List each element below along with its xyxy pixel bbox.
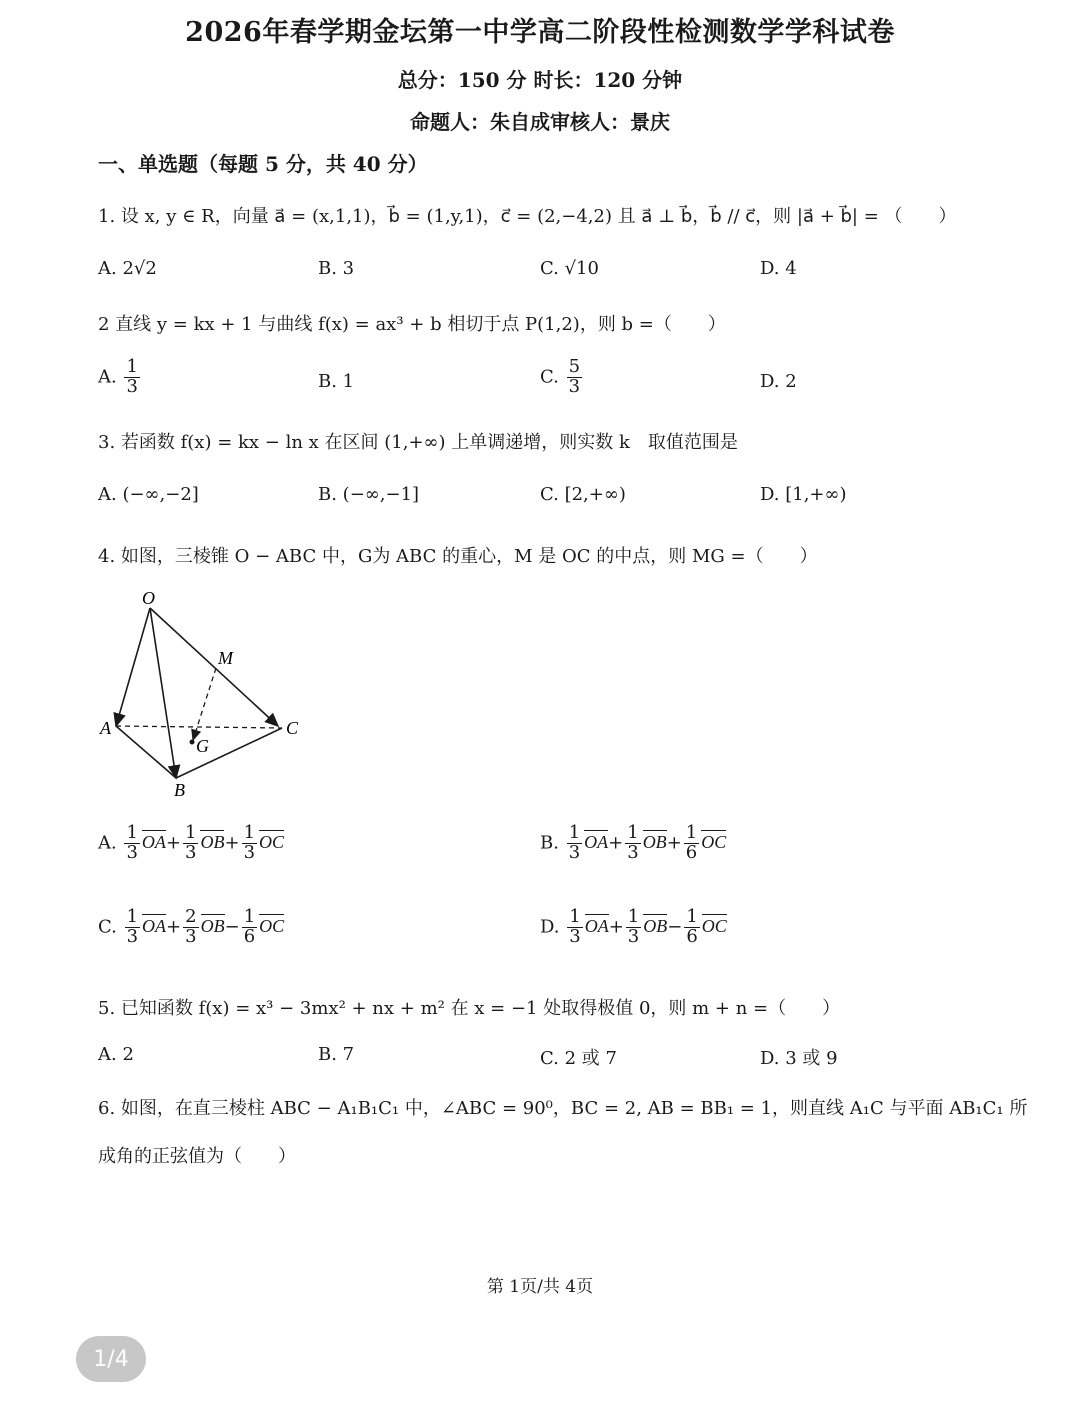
- coef: [626, 908, 641, 947]
- vector-label: OB: [643, 916, 668, 937]
- question-1-stem: 1. 设 x, y ∈ R，向量 a⃗ = (x,1,1)，b⃗ = (1,y,1)，c⃗ = (2,−4,2) 且 a⃗ ⊥ b⃗，b⃗ // c⃗，则 |a⃗ + b⃗| = （ ）: [98, 206, 957, 227]
- q4-option-b-label: B.: [540, 832, 559, 854]
- q1-option-b: B. 3: [318, 258, 355, 279]
- numerator: 5: [568, 356, 581, 377]
- q1-option-c: C. √10: [540, 258, 599, 279]
- q3-option-c: C. [2,+∞): [540, 484, 626, 505]
- numerator: 1: [569, 906, 581, 927]
- vector-label: OC: [259, 916, 285, 937]
- sign: +: [165, 832, 182, 854]
- coef: [684, 824, 699, 863]
- q2-option-a: [98, 358, 142, 397]
- q1-option-a: A. 2√2: [98, 258, 157, 279]
- denominator: 3: [568, 375, 581, 397]
- sign: +: [666, 832, 682, 854]
- numerator: 1: [686, 906, 698, 927]
- label-a: A: [100, 718, 111, 738]
- vector-label: OA: [141, 832, 166, 853]
- page-footer: 第 1页/共 4页: [486, 1277, 594, 1297]
- denominator: 3: [627, 841, 639, 863]
- q4-option-b: [540, 824, 726, 863]
- denominator: 3: [126, 925, 139, 947]
- vector-label: OA: [584, 832, 609, 853]
- label-g: G: [196, 736, 209, 756]
- vector-ob: [150, 608, 176, 778]
- numerator: 1: [185, 822, 197, 843]
- q4-option-c-label: C.: [98, 916, 117, 938]
- numerator: 1: [568, 822, 581, 843]
- sign: −: [224, 916, 240, 938]
- numerator: 1: [126, 822, 138, 843]
- question-2-stem: 2 直线 y = kx + 1 与曲线 f(x) = ax³ + b 相切于点 P(1,2)，则 b =（ ）: [98, 314, 726, 335]
- denominator: 6: [243, 925, 256, 947]
- vector-oc: [150, 608, 278, 726]
- denominator: 6: [685, 841, 698, 863]
- sign: +: [224, 832, 240, 854]
- q2-option-a-label: A.: [98, 366, 117, 388]
- numerator: 1: [126, 356, 138, 377]
- vector-label: OA: [584, 916, 609, 937]
- coef: [125, 908, 140, 947]
- denominator: 3: [126, 375, 138, 397]
- sign: +: [608, 832, 624, 854]
- label-b: B: [174, 780, 185, 800]
- q3-option-a: A. (−∞,−2]: [98, 484, 199, 505]
- numerator: 2: [185, 906, 197, 927]
- numerator: 1: [627, 822, 639, 843]
- numerator: 1: [627, 906, 640, 927]
- label-m: M: [218, 648, 233, 668]
- vector-label: OB: [642, 832, 667, 853]
- question-5-stem: 5. 已知函数 f(x) = x³ − 3mx² + nx + m² 在 x = −1 处取得极值 0，则 m + n =（ ）: [98, 998, 841, 1019]
- q4-option-a: [98, 824, 284, 863]
- coef: [183, 908, 198, 947]
- question-3-stem: 3. 若函数 f(x) = kx − ln x 在区间 (1,+∞) 上单调递增，则实数 k 取值范围是: [98, 432, 738, 453]
- q2-option-d: D. 2: [760, 371, 797, 392]
- sign: +: [608, 916, 624, 938]
- numerator: 1: [126, 906, 139, 927]
- q5-option-b: B. 7: [318, 1044, 355, 1065]
- sign: +: [166, 916, 182, 938]
- question-4-stem: 4. 如图，三棱锥 O − ABC 中，G为 ABC 的重心，M 是 OC 的中点，则 MG =（ ）: [98, 546, 818, 567]
- numerator: 1: [685, 822, 698, 843]
- q3-option-d: D. [1,+∞): [760, 484, 847, 505]
- q2-option-c-label: C.: [540, 366, 559, 388]
- vector-label: OB: [200, 832, 225, 853]
- numerator: 1: [243, 822, 256, 843]
- author-line: 命题人：朱自成审核人：景庆: [410, 110, 670, 134]
- denominator: 6: [686, 925, 698, 947]
- q2-option-c-fraction: [567, 358, 582, 397]
- q1-option-d: D. 4: [760, 258, 797, 279]
- section-heading: 一、单选题（每题 5 分，共 40 分）: [98, 152, 428, 176]
- exam-title: 2026年春学期金坛第一中学高二阶段性检测数学学科试卷: [185, 17, 895, 48]
- point-g: [190, 740, 195, 745]
- page-indicator[interactable]: 1/4: [76, 1336, 146, 1382]
- q4-option-a-label: A.: [98, 832, 117, 854]
- q4-option-c: [98, 908, 284, 947]
- denominator: 3: [569, 925, 581, 947]
- q5-option-a: A. 2: [98, 1044, 134, 1065]
- q4-option-d: [540, 908, 727, 947]
- coef: [684, 908, 699, 947]
- vector-label: OC: [259, 832, 285, 853]
- q5-option-c: C. 2 或 7: [540, 1048, 617, 1069]
- edge-bc: [176, 728, 282, 778]
- vector-oa: [116, 608, 150, 726]
- vector-mg: [193, 668, 216, 740]
- coef: [567, 908, 582, 947]
- edge-ab: [116, 726, 176, 778]
- sign: −: [667, 916, 683, 938]
- label-o: O: [142, 588, 155, 608]
- denominator: 3: [568, 841, 581, 863]
- q2-option-b: B. 1: [318, 371, 355, 392]
- vector-label: OC: [701, 832, 727, 853]
- denominator: 3: [627, 925, 640, 947]
- label-c: C: [286, 718, 299, 738]
- q4-option-d-label: D.: [540, 916, 560, 938]
- coef: [625, 824, 640, 863]
- vector-label: OC: [701, 916, 727, 937]
- q2-option-a-fraction: [124, 358, 139, 397]
- q2-option-c: [540, 358, 584, 397]
- score-line: 总分：150 分 时长：120 分钟: [397, 68, 683, 92]
- coef: [242, 824, 257, 863]
- q3-option-b: B. (−∞,−1]: [318, 484, 420, 505]
- coef: [124, 824, 139, 863]
- coef: [567, 824, 582, 863]
- question-6-stem-continued: 成角的正弦值为（ ）: [98, 1146, 296, 1167]
- tetrahedron-figure: [96, 582, 316, 802]
- numerator: 1: [243, 906, 256, 927]
- denominator: 3: [243, 841, 256, 863]
- denominator: 3: [126, 841, 138, 863]
- q5-option-d: D. 3 或 9: [760, 1048, 838, 1069]
- vector-label: OA: [142, 916, 167, 937]
- vector-label: OB: [200, 916, 225, 937]
- coef: [183, 824, 198, 863]
- coef: [242, 908, 257, 947]
- edge-ac-dashed: [116, 726, 282, 728]
- question-6-stem: 6. 如图，在直三棱柱 ABC − A₁B₁C₁ 中，∠ABC = 90⁰，BC = 2, AB = BB₁ = 1，则直线 A₁C 与平面 AB₁C₁ 所: [98, 1098, 1028, 1119]
- denominator: 3: [185, 841, 197, 863]
- denominator: 3: [185, 925, 197, 947]
